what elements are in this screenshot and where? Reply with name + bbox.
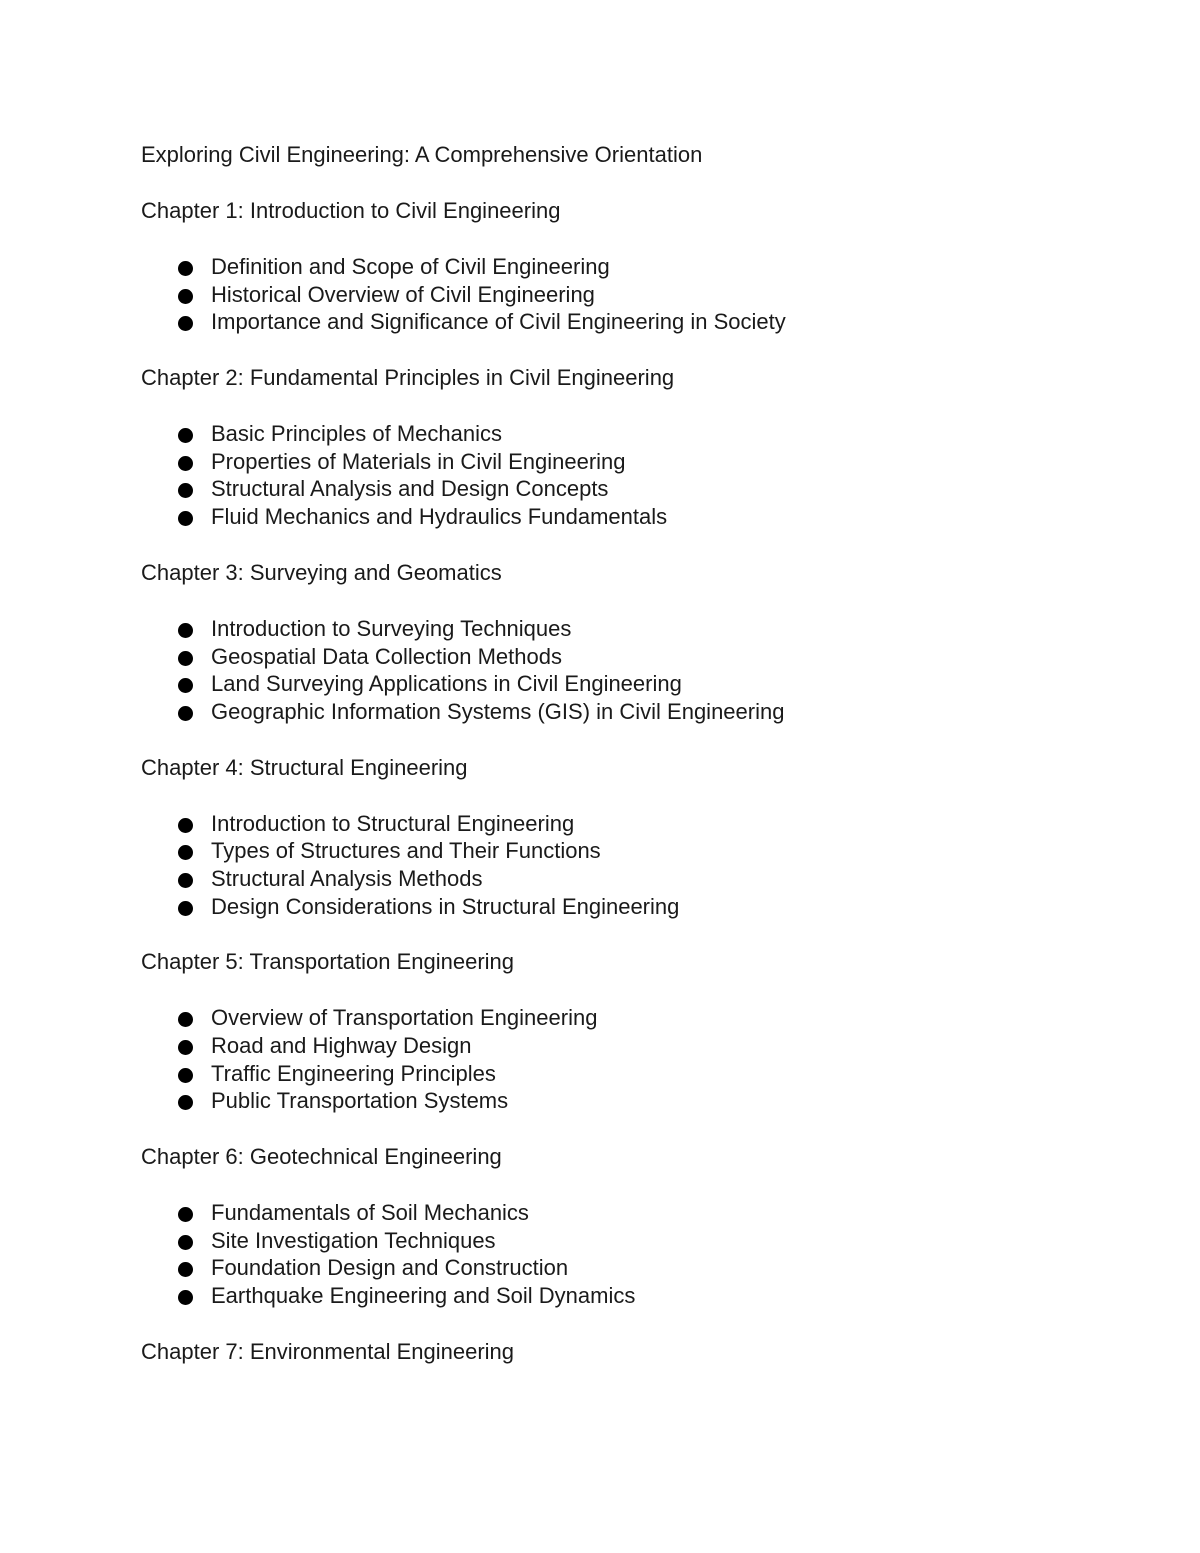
- bullet-icon: [178, 901, 193, 916]
- bullet-icon: [178, 1207, 193, 1222]
- list-item-text: Structural Analysis and Design Concepts: [211, 476, 609, 502]
- list-item-text: Traffic Engineering Principles: [211, 1060, 496, 1086]
- bullet-icon: [178, 1095, 193, 1110]
- list-item: [141, 837, 1101, 865]
- chapter-list: [141, 197, 1101, 1366]
- bullet-icon: [178, 678, 193, 693]
- chapter-section: [141, 754, 1101, 921]
- topic-list: [141, 420, 1101, 531]
- bullet-icon: [178, 511, 193, 526]
- list-item-text: Foundation Design and Construction: [211, 1255, 569, 1281]
- list-item-text: Geospatial Data Collection Methods: [211, 643, 562, 669]
- bullet-icon: [178, 1012, 193, 1027]
- list-item-text: Geographic Information Systems (GIS) in Civil Engineering: [211, 698, 785, 724]
- bullet-icon: [178, 651, 193, 666]
- list-item: [141, 1227, 1101, 1255]
- list-item: [141, 503, 1101, 531]
- chapter-section: [141, 1143, 1101, 1310]
- list-item-text: Basic Principles of Mechanics: [211, 421, 503, 447]
- list-item-text: Land Surveying Applications in Civil Engineering: [211, 671, 682, 697]
- list-item: [141, 670, 1101, 698]
- list-item-text: Overview of Transportation Engineering: [211, 1005, 598, 1031]
- list-item-text: Importance and Significance of Civil Engineering in Society: [211, 309, 786, 335]
- chapter-section: [141, 559, 1101, 726]
- list-item: [141, 893, 1101, 921]
- topic-list: [141, 615, 1101, 726]
- list-item: [141, 810, 1101, 838]
- list-item-text: Fluid Mechanics and Hydraulics Fundamentals: [211, 504, 668, 530]
- chapter-section: [141, 197, 1101, 336]
- list-item-text: Public Transportation Systems: [211, 1088, 509, 1114]
- bullet-icon: [178, 261, 193, 276]
- list-item-text: Introduction to Surveying Techniques: [211, 615, 572, 641]
- list-item-text: Earthquake Engineering and Soil Dynamics: [211, 1283, 636, 1309]
- bullet-icon: [178, 1290, 193, 1305]
- topic-list: [141, 253, 1101, 336]
- bullet-icon: [178, 623, 193, 638]
- list-item: [141, 448, 1101, 476]
- list-item-text: Design Considerations in Structural Engineering: [211, 893, 680, 919]
- topic-list: [141, 1199, 1101, 1310]
- bullet-icon: [178, 1068, 193, 1083]
- chapter-section: [141, 1338, 1101, 1366]
- list-item: [141, 1199, 1101, 1227]
- document-title: Exploring Civil Engineering: A Comprehensive Orientation: [141, 142, 703, 167]
- chapter-heading: Chapter 5: Transportation Engineering: [141, 949, 515, 975]
- bullet-icon: [178, 1235, 193, 1250]
- bullet-icon: [178, 456, 193, 471]
- list-item: [141, 281, 1101, 309]
- bullet-icon: [178, 1262, 193, 1277]
- bullet-icon: [178, 873, 193, 888]
- list-item: [141, 698, 1101, 726]
- list-item: [141, 1032, 1101, 1060]
- bullet-icon: [178, 845, 193, 860]
- list-item-text: Road and Highway Design: [211, 1033, 472, 1058]
- list-item: [141, 475, 1101, 503]
- list-item: [141, 615, 1101, 643]
- list-item: [141, 308, 1101, 336]
- chapter-heading: Chapter 3: Surveying and Geomatics: [141, 559, 502, 585]
- bullet-icon: [178, 483, 193, 498]
- list-item-text: Structural Analysis Methods: [211, 865, 483, 891]
- list-item-text: Fundamentals of Soil Mechanics: [211, 1200, 529, 1226]
- list-item: [141, 1060, 1101, 1088]
- chapter-section: [141, 364, 1101, 531]
- list-item-text: Properties of Materials in Civil Engineering: [211, 448, 626, 474]
- list-item-text: Introduction to Structural Engineering: [211, 810, 575, 836]
- bullet-icon: [178, 706, 193, 721]
- topic-list: [141, 1004, 1101, 1115]
- chapter-heading: Chapter 7: Environmental Engineering: [141, 1338, 515, 1364]
- list-item-text: Definition and Scope of Civil Engineering: [211, 254, 610, 279]
- list-item: [141, 865, 1101, 893]
- bullet-icon: [178, 428, 193, 443]
- chapter-heading: Chapter 2: Fundamental Principles in Civil Engineering: [141, 365, 675, 391]
- list-item: [141, 420, 1101, 448]
- list-item: [141, 643, 1101, 671]
- bullet-icon: [178, 1040, 193, 1055]
- document-body: [141, 141, 1101, 1366]
- list-item-text: Site Investigation Techniques: [211, 1227, 496, 1253]
- list-item-text: Types of Structures and Their Functions: [211, 838, 601, 864]
- list-item: [141, 1254, 1101, 1282]
- list-item-text: Historical Overview of Civil Engineering: [211, 281, 595, 307]
- topic-list: [141, 810, 1101, 921]
- chapter-section: [141, 948, 1101, 1115]
- list-item: [141, 1282, 1101, 1310]
- bullet-icon: [178, 289, 193, 304]
- chapter-heading: Chapter 6: Geotechnical Engineering: [141, 1144, 502, 1170]
- list-item: [141, 253, 1101, 281]
- bullet-icon: [178, 316, 193, 331]
- chapter-heading: Chapter 1: Introduction to Civil Engineering: [141, 198, 561, 223]
- bullet-icon: [178, 818, 193, 833]
- list-item: [141, 1087, 1101, 1115]
- chapter-heading: Chapter 4: Structural Engineering: [141, 754, 468, 780]
- list-item: [141, 1004, 1101, 1032]
